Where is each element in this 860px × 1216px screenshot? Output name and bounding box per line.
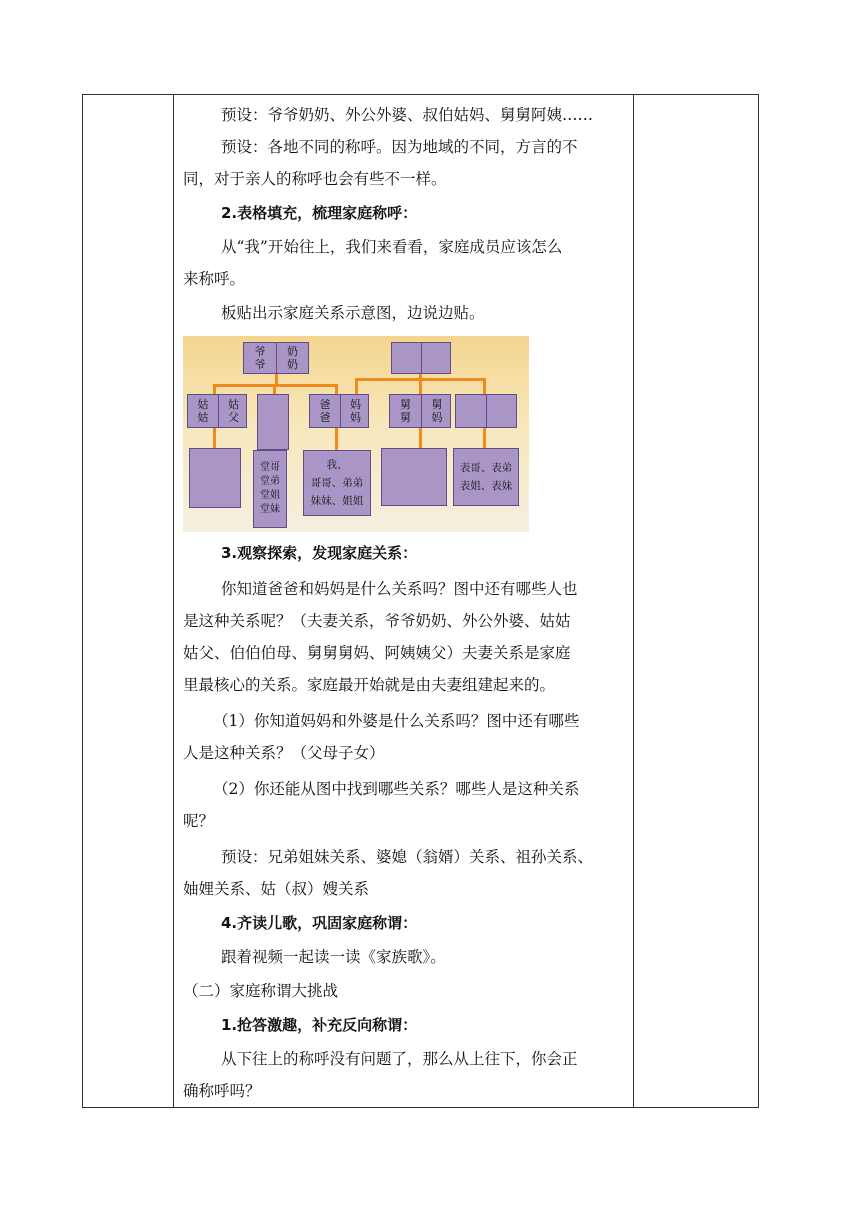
grandpa-label: 爷 爷: [254, 345, 266, 371]
paragraph: 你知道爸爸和妈妈是什么关系吗？图中还有哪些人也: [221, 580, 578, 598]
paragraph: 人是这种关系？（父母子女）: [183, 744, 385, 762]
paragraph: 跟着视频一起读一读《家族歌》。: [221, 948, 446, 966]
family-diagram: [183, 336, 529, 532]
paragraph: 预设：各地不同的称呼。因为地域的不同，方言的不: [221, 138, 578, 156]
paragraph: 来称呼。: [183, 270, 246, 288]
paragraph: 呢？: [183, 812, 215, 830]
tang-cousins-box: 堂哥 堂弟 堂姐 堂妹: [253, 450, 287, 528]
mama-label: 妈 妈: [340, 395, 370, 427]
biao-line1: 表哥、表弟: [459, 462, 513, 474]
section-heading: 2.表格填充，梳理家庭称呼：: [221, 204, 418, 222]
maternal-aunt-box: [455, 394, 517, 428]
me-line3: 妹妹、姐姐: [310, 495, 364, 507]
paragraph: 从“我”开始往上，我们来看看，家庭成员应该怎么: [221, 238, 563, 256]
gufu-label: 姑 父: [218, 395, 248, 427]
paragraph: 预设：兄弟姐妹关系、婆媳（翁婿）关系、祖孙关系、: [221, 848, 594, 866]
empty-cell: [421, 343, 422, 373]
lesson-table: [82, 94, 759, 1108]
maternal-grandparents-box: [391, 342, 451, 374]
gugu-label: 姑 姑: [197, 398, 209, 424]
baba-label: 爸 爸: [319, 398, 331, 424]
biao-line2: 表姐、表妹: [459, 480, 513, 492]
empty-cell: [486, 395, 487, 427]
connector: [483, 428, 486, 450]
section-heading: 1.抢答激趣，补充反向称谓：: [221, 1016, 418, 1034]
paragraph: 确称呼吗？: [183, 1082, 261, 1100]
paragraph: 同，对于亲人的称呼也会有些不一样。: [183, 170, 447, 188]
maternal-uncle-box: [389, 394, 451, 428]
paragraph: 预设：爷爷奶奶、外公外婆、叔伯姑妈、舅舅阿姨……: [221, 106, 594, 124]
parents-box: [309, 394, 369, 428]
connector: [419, 428, 422, 448]
me-siblings-box: [303, 450, 371, 516]
jiujiu-label: 舅 舅: [400, 398, 411, 424]
section-title: （二）家庭称谓大挑战: [183, 982, 339, 1000]
column-divider-1: [173, 95, 174, 1107]
jiuma-label: 舅 妈: [421, 395, 452, 427]
paragraph: 里最核心的关系。家庭最开始就是由夫妻组建起来的。: [183, 676, 556, 694]
connector: [335, 428, 338, 452]
paragraph: 姑父、伯伯伯母、舅舅舅妈、阿姨姨父）夫妻关系是家庭: [183, 644, 571, 662]
maternal-cousins-box: [381, 448, 447, 506]
paragraph: 板贴出示家庭关系示意图，边说边贴。: [221, 304, 485, 322]
paragraph: （2）你还能从图中找到哪些关系？哪些人是这种关系: [213, 780, 580, 798]
me-line2: 哥哥、弟弟: [310, 477, 364, 489]
grandma-label: 奶 奶: [276, 343, 308, 373]
paragraph: 是这种关系呢？（夫妻关系，爷爷奶奶、外公外婆、姑姑: [183, 612, 571, 630]
section-heading: 4.齐读儿歌，巩固家庭称谓：: [221, 914, 418, 932]
connector: [213, 428, 216, 450]
paragraph: 妯娌关系、姑（叔）嫂关系: [183, 880, 370, 898]
cousins-box-left: [189, 448, 241, 508]
uncle-box: [257, 394, 289, 450]
me-line1: 我、: [326, 459, 348, 471]
grandparents-box: [243, 342, 309, 374]
paragraph: （1）你知道妈妈和外婆是什么关系吗？图中还有哪些: [213, 712, 580, 730]
biao-cousins-box: [453, 448, 519, 506]
column-divider-2: [633, 95, 634, 1107]
section-heading: 3.观察探索，发现家庭关系：: [221, 544, 418, 562]
paragraph: 从下往上的称呼没有问题了，那么从上往下，你会正: [221, 1050, 578, 1068]
aunt-uncle-box: [187, 394, 247, 428]
